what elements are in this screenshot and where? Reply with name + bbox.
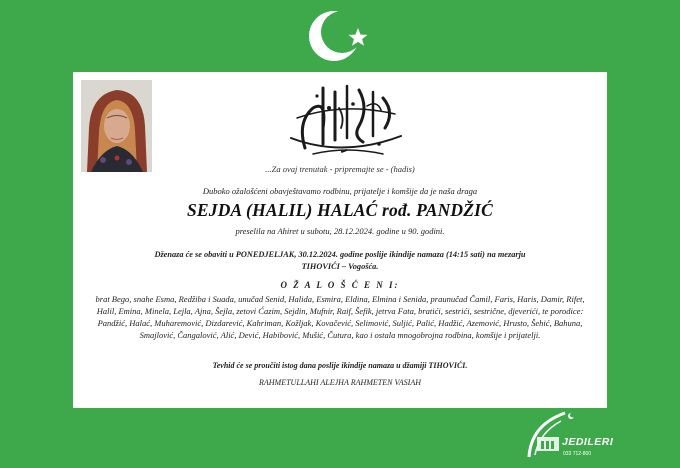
mourners-heading: O Ž A L O Š Ć E N I: bbox=[280, 280, 400, 290]
closing-prayer: RAHMETULLAHI ALEJHA RAHMETEN VASIAH bbox=[259, 378, 421, 387]
obituary-card bbox=[73, 72, 607, 408]
announcement-intro: Duboko ožalošćeni obavještavamo rodbinu, prijatelje i komšije da je naša draga bbox=[202, 186, 478, 196]
mourners-list: brat Bego, snahe Esma, Redžiba i Suada, unučad Senid, Halida, Esmira, Eldina, Elmina i Senida, praunučad Čamil, Faris, Haris, Damir, Rifet, Halil, Emina, Minela, Lejla, Ajna, Šejla, zetovi Ćazim, Sejdin, Mufnir, Raif, Šefik, jetrva Fata, bratići, sestrići, sestrične, djeverići, te porodice: Pandžić, Halać, Muharemović, Dizdarević, Kahriman, Kožljak, Kovačević, Selimović, Suljić, Palić, Hadžić, Azemović, Hrusto, Šehić, Bahuna, Smajlović, Čangalović, Alić, Dević, Habibović, Mušić, Čutura, kao i ostala mnogobrojna rodbina, komšije i prijatelji. bbox=[95, 294, 585, 340]
funeral-info-line2: TIHOVIĆI – Vogošća. bbox=[301, 262, 379, 271]
funeral-info-line1: Dženaza će se obaviti u PONEDJELJAK, 30.12.2024. godine poslije ikindije namaza (14:15 sati) na mezarju bbox=[154, 250, 526, 259]
hadis-quote: ...Za ovaj trenutak - pripremajte se - (hadis) bbox=[265, 164, 415, 174]
funeral-home-logo bbox=[525, 407, 617, 463]
passing-date-line: preselila na Ahiret u subotu, 28.12.2024. godine u 90. godini. bbox=[235, 226, 445, 236]
deceased-name: SEJDA (HALIL) HALAĆ rođ. PANDŽIĆ bbox=[186, 200, 494, 220]
logo-name: JEDILERI bbox=[562, 436, 614, 448]
deceased-photo bbox=[81, 80, 152, 172]
arabic-calligraphy-icon bbox=[283, 78, 408, 164]
crescent-star-icon bbox=[305, 4, 375, 68]
logo-phone: 033 712-800 bbox=[563, 451, 592, 457]
tevhid-notice: Tevhid će se proučiti istog dana poslije ikindije namaza u džamiji TIHOVIĆI. bbox=[212, 361, 468, 370]
funeral-info bbox=[73, 249, 607, 273]
